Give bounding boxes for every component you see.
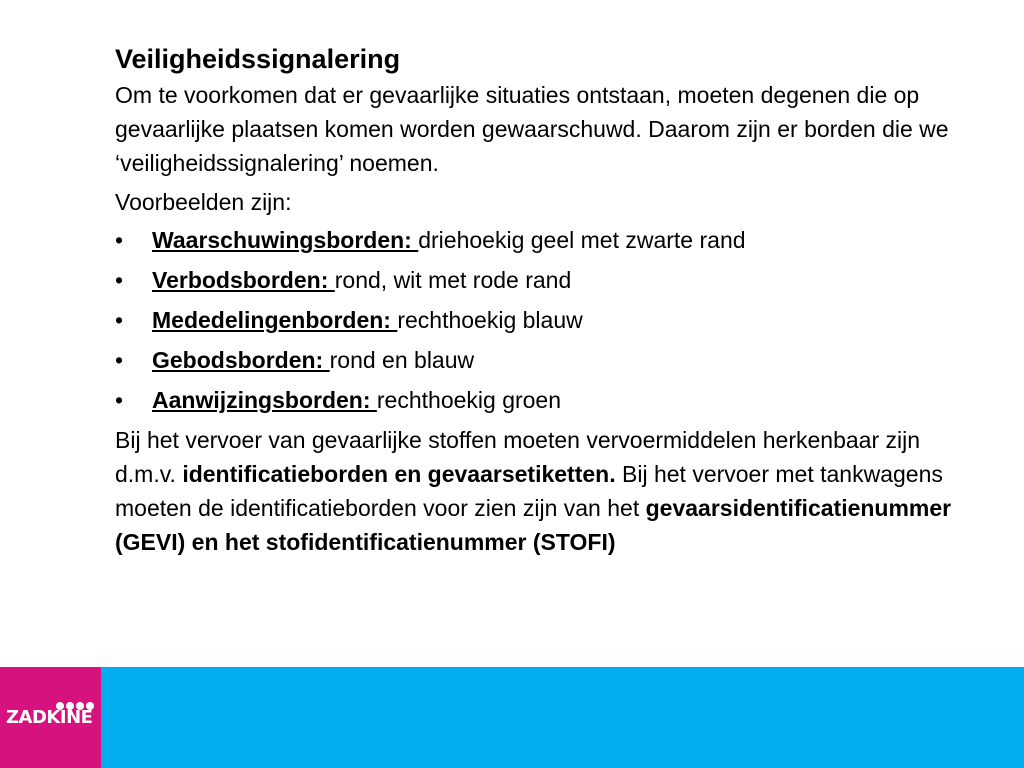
- slide-content: [115, 40, 975, 559]
- bullet-icon: •: [115, 267, 124, 293]
- bullet-term: Waarschuwingsborden:: [152, 227, 419, 253]
- list-item: [115, 383, 975, 417]
- logo-dots-icon: [56, 697, 96, 707]
- sign-types-list: [115, 223, 975, 417]
- bullet-desc: rechthoekig groen: [376, 387, 562, 413]
- closing-bold-1: identificatieborden en gevaarsetiketten.: [182, 461, 616, 487]
- list-item: [115, 343, 975, 377]
- closing-text-2: Bij het vervoer met tankwagens moeten de identificatieborden voor zien zijn van het: [115, 461, 943, 521]
- intro-paragraph: Om te voorkomen dat er gevaarlijke situaties ontstaan, moeten degenen die op gevaarlijke plaatsen komen worden gewaarschuwd. Daarom zijn er borden die we ‘veiligheidssignalering’ noemen.: [115, 82, 949, 176]
- bullet-icon: •: [115, 307, 124, 333]
- examples-label: Voorbeelden zijn:: [115, 189, 292, 215]
- list-item: [115, 263, 975, 297]
- bullet-term: Mededelingenborden:: [152, 307, 398, 333]
- bullet-term: Aanwijzingsborden:: [152, 387, 377, 413]
- bullet-icon: •: [115, 347, 124, 373]
- bullet-desc: rond, wit met rode rand: [334, 267, 572, 293]
- list-item: [115, 223, 975, 257]
- footer-bar: [0, 667, 1024, 768]
- closing-paragraph: [115, 423, 975, 559]
- bullet-icon: •: [115, 387, 124, 413]
- list-item: [115, 303, 975, 337]
- bullet-icon: •: [115, 227, 124, 253]
- zadkine-logo: [0, 667, 101, 768]
- bullet-term: Verbodsborden:: [152, 267, 335, 293]
- bullet-desc: rechthoekig blauw: [397, 307, 583, 333]
- slide-title: Veiligheidssignalering: [115, 44, 401, 74]
- bullet-desc: rond en blauw: [329, 347, 475, 373]
- closing-bold-2: gevaarsidentificatienummer (GEVI) en het stofidentificatienummer (STOFI): [115, 495, 952, 555]
- logo-text: ZADKINE: [6, 707, 93, 728]
- closing-text-1: Bij het vervoer van gevaarlijke stoffen moeten vervoermiddelen herkenbaar zijn d.m.v.: [115, 427, 921, 487]
- bullet-desc: driehoekig geel met zwarte rand: [418, 227, 746, 253]
- bullet-term: Gebodsborden:: [152, 347, 330, 373]
